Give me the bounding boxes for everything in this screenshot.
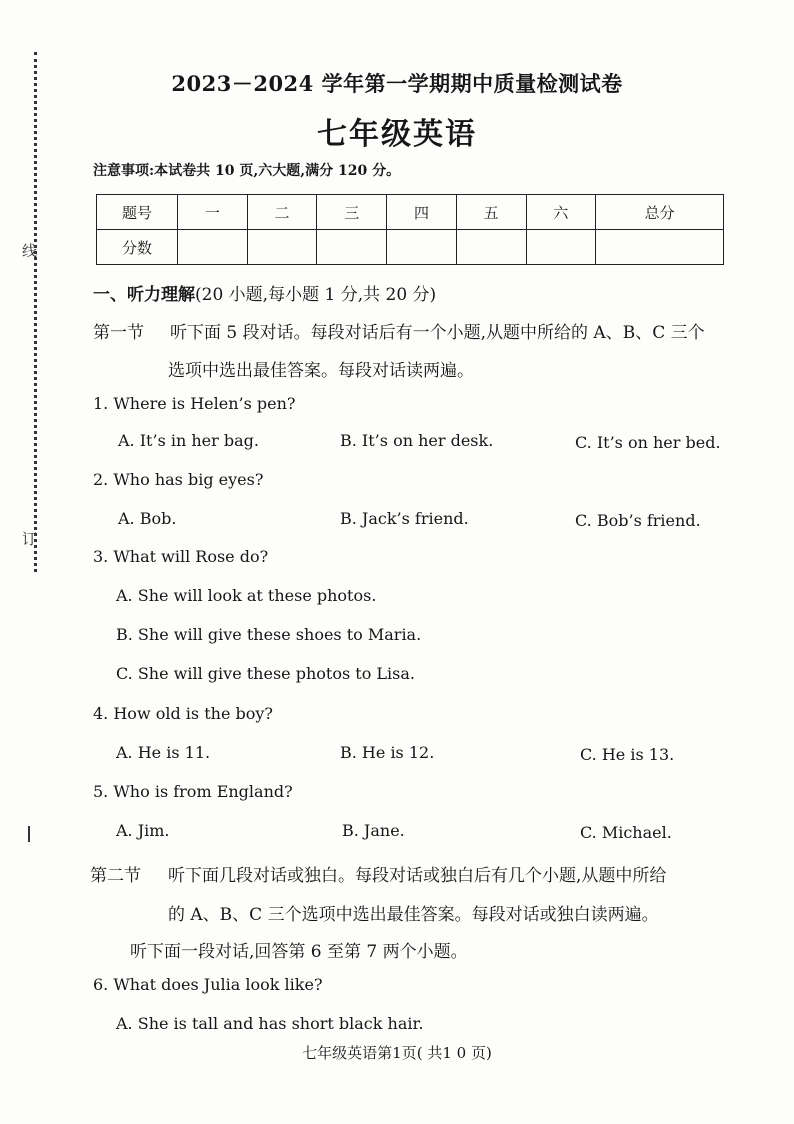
part1-heading-title: 一、听力理解	[93, 285, 195, 305]
section1-instruction-line1: 听下面 5 段对话。每段对话后有一个小题,从题中所给的 A、B、C 三个	[170, 323, 705, 343]
question-4-option-b[interactable]: B. He is 12.	[340, 743, 435, 762]
question-5-option-c[interactable]: C. Michael.	[580, 823, 672, 842]
part1-heading	[93, 280, 436, 305]
question-5-option-b[interactable]: B. Jane.	[342, 821, 405, 840]
score-row-label: 分数	[97, 230, 178, 265]
score-cell: 二	[247, 195, 317, 230]
question-2-option-b[interactable]: B. Jack’s friend.	[340, 509, 469, 528]
score-blank[interactable]	[178, 230, 248, 265]
question-2-option-a[interactable]: A. Bob.	[118, 509, 177, 528]
question-4-option-a[interactable]: A. He is 11.	[116, 743, 211, 762]
binding-mark	[28, 826, 30, 842]
section2-instruction-line2: 的 A、B、C 三个选项中选出最佳答案。每段对话或独白读两遍。	[168, 905, 659, 925]
section1-label: 第一节	[93, 323, 144, 343]
score-blank[interactable]	[317, 230, 387, 265]
question-3-stem: 3. What will Rose do?	[93, 547, 269, 566]
question-2-stem: 2. Who has big eyes?	[93, 470, 264, 489]
score-blank[interactable]	[387, 230, 457, 265]
page-footer: 七年级英语第1页( 共1 0 页)	[302, 1044, 492, 1062]
score-blank[interactable]	[456, 230, 526, 265]
score-cell: 一	[178, 195, 248, 230]
binding-label-staple: 订	[22, 530, 38, 548]
part1-heading-note: (20 小题,每小题 1 分,共 20 分)	[195, 285, 437, 305]
question-1-stem: 1. Where is Helen’s pen?	[93, 394, 296, 413]
question-2-option-c[interactable]: C. Bob’s friend.	[575, 511, 701, 530]
subject-title: 七年级英语	[317, 117, 477, 152]
section2-intro: 听下面一段对话,回答第 6 至第 7 两个小题。	[130, 942, 468, 962]
section2-instruction-line1: 听下面几段对话或独白。每段对话或独白后有几个小题,从题中所给	[168, 866, 667, 886]
score-blank[interactable]	[247, 230, 317, 265]
question-3-option-c[interactable]: C. She will give these photos to Lisa.	[116, 664, 415, 683]
score-cell: 三	[317, 195, 387, 230]
question-4-option-c[interactable]: C. He is 13.	[580, 745, 675, 764]
score-table-score-row	[97, 230, 724, 265]
question-3-option-b[interactable]: B. She will give these shoes to Maria.	[116, 625, 422, 644]
question-5-stem: 5. Who is from England?	[93, 782, 293, 801]
exam-title: 2023－2024 学年第一学期期中质量检测试卷	[171, 71, 623, 96]
question-5-option-a[interactable]: A. Jim.	[116, 821, 170, 840]
exam-notice: 注意事项:本试卷共 10 页,六大题,满分 120 分。	[93, 163, 401, 179]
question-4-stem: 4. How old is the boy?	[93, 704, 273, 723]
section2-label: 第二节	[90, 866, 141, 886]
question-1-option-b[interactable]: B. It’s on her desk.	[340, 431, 494, 450]
score-cell: 总分	[596, 195, 724, 230]
score-cell: 六	[526, 195, 596, 230]
question-6-option-a[interactable]: A. She is tall and has short black hair.	[116, 1014, 424, 1033]
score-blank[interactable]	[596, 230, 724, 265]
binding-label-line: 线	[22, 242, 38, 260]
score-table	[96, 194, 724, 265]
score-cell: 五	[456, 195, 526, 230]
question-1-option-c[interactable]: C. It’s on her bed.	[575, 433, 721, 452]
score-cell: 题号	[97, 195, 178, 230]
section1-instruction-line2: 选项中选出最佳答案。每段对话读两遍。	[168, 361, 474, 381]
score-cell: 四	[387, 195, 457, 230]
score-blank[interactable]	[526, 230, 596, 265]
question-1-option-a[interactable]: A. It’s in her bag.	[118, 431, 259, 450]
question-6-stem: 6. What does Julia look like?	[93, 975, 323, 994]
question-3-option-a[interactable]: A. She will look at these photos.	[116, 586, 377, 605]
score-table-header-row	[97, 195, 724, 230]
